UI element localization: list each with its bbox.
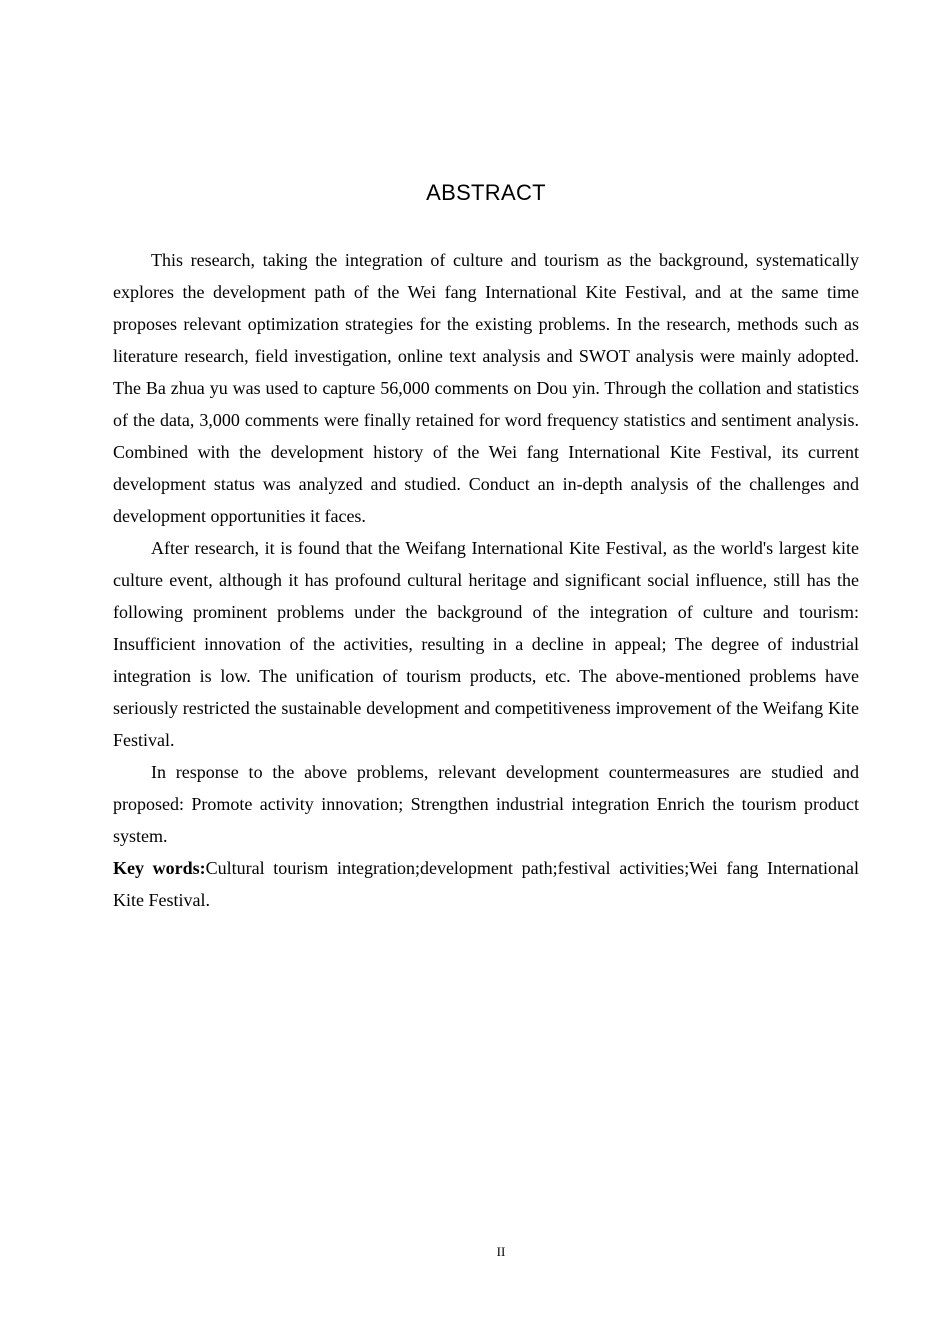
keywords-text: Cultural tourism integration;development path;festival activities;Wei fang International Kite Festival. xyxy=(113,858,859,910)
abstract-paragraph-3: In response to the above problems, relevant development countermeasures are studied and proposed: Promote activity innovation; Strengthen industrial integration Enrich the tourism product system. xyxy=(113,762,859,846)
abstract-body xyxy=(113,244,859,916)
abstract-paragraph-1: This research, taking the integration of culture and tourism as the background, systematically explores the development path of the Wei fang International Kite Festival, and at the same time proposes relevant optimization strategies for the existing problems. In the research, methods such as literature research, field investigation, online text analysis and SWOT analysis were mainly adopted. The Ba zhua yu was used to capture 56,000 comments on Dou yin. Through the collation and statistics of the data, 3,000 comments were finally retained for word frequency statistics and sentiment analysis. Combined with the development history of the Wei fang International Kite Festival, its current development status was analyzed and studied. Conduct an in-depth analysis of the challenges and development opportunities it faces. xyxy=(113,250,859,526)
page-number: II xyxy=(496,1244,506,1259)
keywords-line xyxy=(113,852,859,916)
abstract-title: ABSTRACT xyxy=(426,180,546,205)
keywords-label: Key words: xyxy=(113,858,206,878)
abstract-paragraph-2: After research, it is found that the Weifang International Kite Festival, as the world's largest kite culture event, although it has profound cultural heritage and significant social influence, still has the following prominent problems under the background of the integration of culture and tourism: Insufficient innovation of the activities, resulting in a decline in appeal; The degree of industrial integration is low. The unification of tourism products, etc. The above-mentioned problems have seriously restricted the sustainable development and competitiveness improvement of the Weifang Kite Festival. xyxy=(113,538,859,750)
